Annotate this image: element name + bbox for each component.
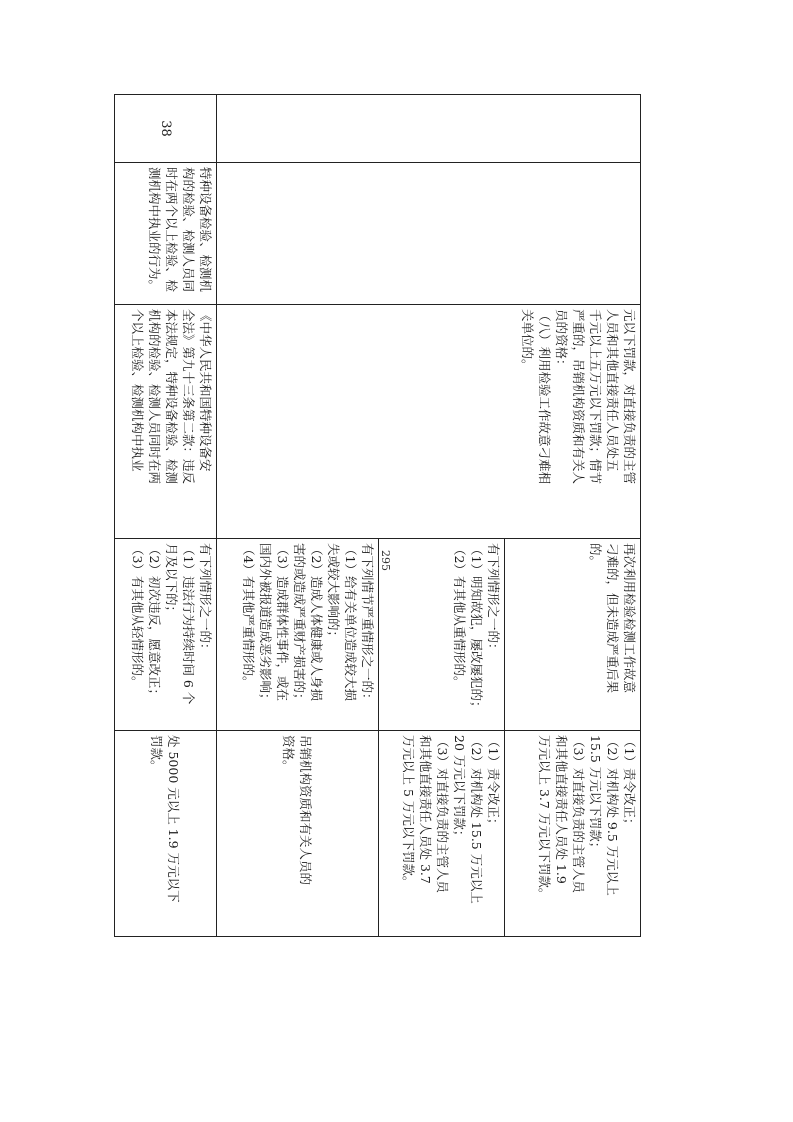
text-line: 本法规定，特种设备检验、检测	[164, 309, 179, 485]
cell-circumstance	[217, 539, 379, 731]
table-row-38	[115, 95, 217, 937]
text-line: 《中华人民共和国特种设备安	[198, 309, 213, 472]
text-line: 人员和其他直接责任人员处五	[605, 309, 620, 472]
text-line: （3）有其他从轻情形的。	[130, 543, 145, 689]
text-line: （1）明知故犯，屡改屡犯的；	[469, 543, 484, 714]
text-line: （1）违法行为持续时间 6 个	[181, 543, 196, 705]
cell-violation	[115, 163, 217, 305]
text-line: 构的检验、检测人员同	[181, 167, 196, 293]
text-line: 吊销机构资质和有关人员的	[298, 735, 314, 886]
text-line: （1）责令改正；	[622, 735, 637, 831]
row-number: 38	[158, 120, 173, 137]
text-line: （3）造成群体性事件，或在	[275, 543, 290, 701]
cell-number-empty	[217, 95, 641, 163]
cell-legal-basis-continued	[217, 305, 641, 539]
text-line: （2）有其他从重情形的。	[452, 543, 467, 689]
text-line: 再次利用检验检测工作故意	[622, 543, 637, 694]
cell-penalty	[115, 731, 217, 937]
cell-penalty	[379, 731, 505, 937]
text-line: 资格。	[281, 735, 297, 773]
text-line: （1）责令改正；	[486, 735, 501, 831]
text-line: 机构的检验、检测人员同时在两	[147, 309, 162, 485]
text-line: （4）有其他严重情形的。	[241, 543, 256, 689]
page-number: 295	[379, 550, 392, 571]
text-line: 刁难的，但未造成严重后果	[605, 543, 620, 694]
text-line: 时在两个以上检验、检	[164, 167, 179, 293]
text-line: 关单位的。	[520, 309, 535, 372]
cell-penalty	[505, 731, 641, 937]
text-line: 万元以上 3.7 万元以下罚款。	[537, 735, 552, 901]
text-line: 万元以上 5 万元以下罚款。	[401, 735, 416, 889]
text-line: 有下列情形之一的：	[198, 543, 213, 656]
rotated-table-container	[115, 94, 641, 936]
text-line: 个以上检验、检测机构中执业	[130, 309, 145, 472]
text-line: 国内外被报道造成恶劣影响；	[258, 543, 273, 706]
text-line: 处 5000 元以上 1.9 万元以下	[166, 735, 182, 903]
cell-violation-empty	[217, 163, 641, 305]
text-line: （2）初次违反，愿意改正；	[147, 543, 162, 701]
text-line: （3）对直接负责的主管人员	[435, 735, 450, 893]
text-line: 有下列情节严重情形之一的：	[360, 543, 375, 706]
text-line: 严重的，吊销机构资质和有关人	[571, 309, 586, 485]
text-line: 失或较大影响的；	[326, 543, 341, 644]
text-line: 元以下罚款，对直接负责的主管	[622, 309, 637, 485]
text-line: 害的或造成严重财产损害的；	[292, 543, 307, 706]
text-line: 特种设备检验、检测机	[198, 167, 213, 293]
text-line: 全法》第九十三条第二款：违反	[181, 309, 196, 485]
text-line: 和其他直接责任人员处 1.9	[554, 735, 569, 884]
cell-circumstance	[115, 539, 217, 731]
cell-legal-basis	[115, 305, 217, 539]
text-line: 的。	[588, 543, 603, 569]
text-line: 和其他直接责任人员处 3.7	[418, 735, 433, 884]
cell-penalty	[217, 731, 379, 937]
text-line: 月及以下的；	[164, 543, 179, 619]
penalty-standard-table	[114, 94, 641, 937]
text-line: （1）给有关单位造成较大损	[343, 543, 358, 701]
text-line: 20 万元以下罚款；	[452, 735, 467, 843]
cell-circumstance	[505, 539, 641, 731]
table-row-continuation-1	[505, 95, 641, 937]
cell-number	[115, 95, 217, 163]
text-line: （2）对机构处 9.5 万元以上	[605, 735, 620, 896]
text-line: 有下列情形之一的：	[486, 543, 501, 656]
text-line: 千元以上五万元以下罚款；情节	[588, 309, 603, 485]
text-line: 测机构中执业的行为。	[147, 167, 162, 293]
text-line: 员的资格：	[554, 309, 569, 372]
text-line: （2）造成人体健康或人身损	[309, 543, 324, 701]
text-line: 15.5 万元以下罚款；	[588, 735, 603, 855]
text-line: 罚款。	[149, 735, 165, 773]
text-line: （八）利用检验工作故意刁难相	[537, 309, 552, 485]
text-line: （3）对直接负责的主管人员	[571, 735, 586, 893]
cell-circumstance	[379, 539, 505, 731]
text-line: （2）对机构处 15.5 万元以上	[469, 735, 484, 904]
